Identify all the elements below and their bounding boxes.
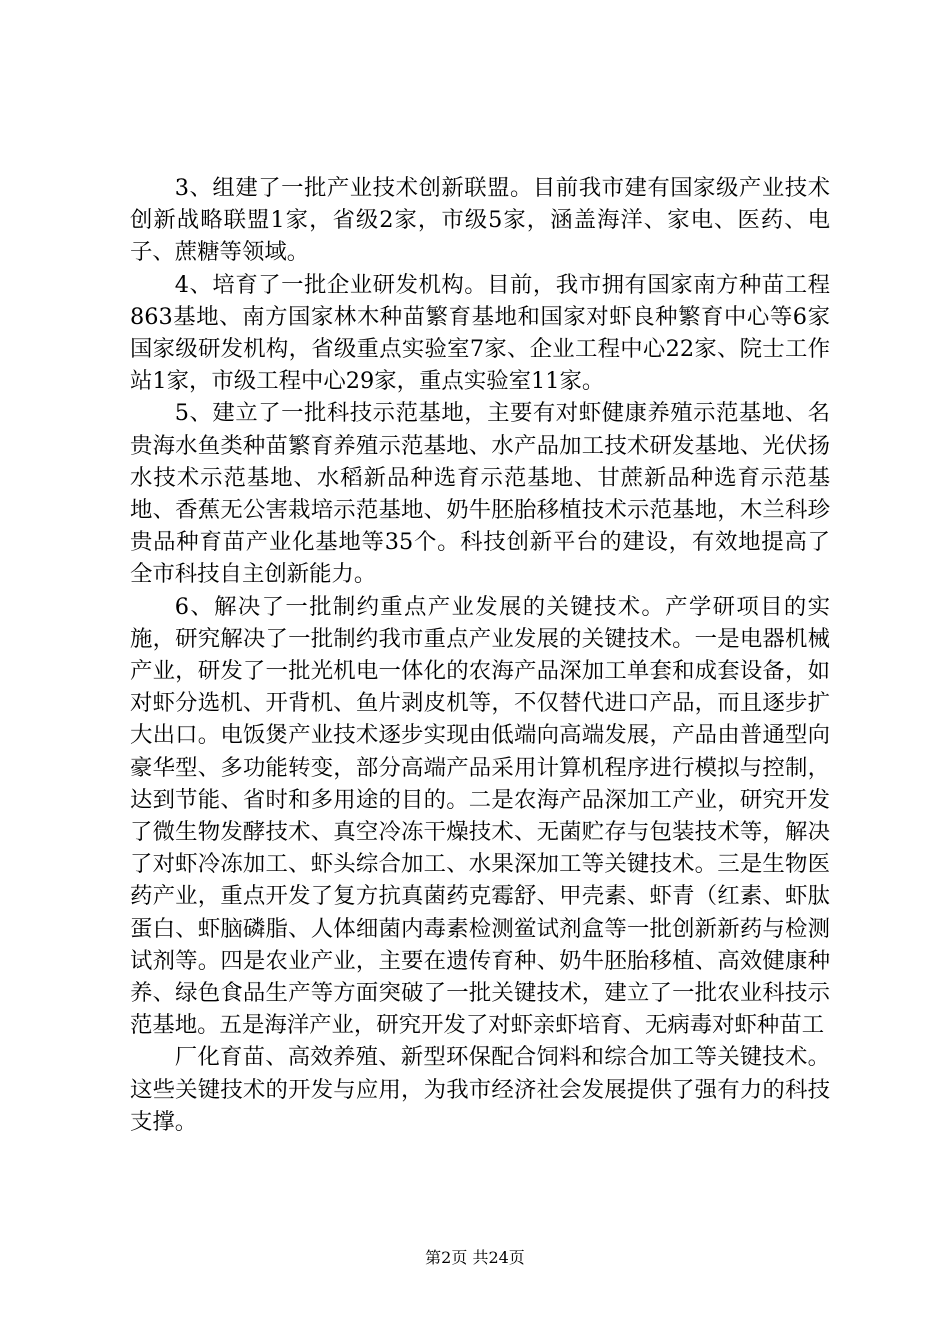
paragraph-3-industry-alliances: 3、组建了一批产业技术创新联盟。目前我市建有国家级产业技术创新战略联盟1家，省级2家，市级5家，涵盖海洋、家电、医药、电子、蔗糖等领域。 bbox=[130, 175, 830, 266]
paragraph-6-key-technologies: 6、解决了一批制约重点产业发展的关键技术。产学研项目的实施，研究解决了一批制约我市重点产业发展的关键技术。一是电器机械产业，研发了一批光机电一体化的农海产品深加工单套和成套设备，如对虾分选机、开背机、鱼片剥皮机等，不仅替代进口产品，而且逐步扩大出口。电饭煲产业技术逐步实现由低端向高端发展，产品由普通型向豪华型、多功能转变，部分高端产品采用计算机程序进行模拟与控制，达到节能、省时和多用途的目的。二是农海产品深加工产业，研究开发了微生物发酵技术、真空冷冻干燥技术、无菌贮存与包装技术等，解决了对虾冷冻加工、虾头综合加工、水果深加工等关键技术。三是生物医药产业，重点开发了复方抗真菌药克霉舒、甲壳素、虾青（红素、虾肽蛋白、虾脑磷脂、人体细菌内毒素检测鲎试剂盒等一批创新新药与检测试剂等。四是农业产业，主要在遗传育种、奶牛胚胎移植、高效健康种养、绿色食品生产等方面突破了一批关键技术，建立了一批农业科技示范基地。五是海洋产业，研究开发了对虾亲虾培育、无病毒对虾种苗工 bbox=[130, 593, 830, 1039]
page-number-footer: 第2页 共24页 bbox=[425, 1248, 525, 1267]
paragraph-continuation: 厂化育苗、高效养殖、新型环保配合饲料和综合加工等关键技术。这些关键技术的开发与应用，为我市经济社会发展提供了强有力的科技支撑。 bbox=[130, 1044, 830, 1135]
paragraph-5-demonstration-bases: 5、建立了一批科技示范基地，主要有对虾健康养殖示范基地、名贵海水鱼类种苗繁育养殖示范基地、水产品加工技术研发基地、光伏扬水技术示范基地、水稻新品种选育示范基地、甘蔗新品种选育示范基地、香蕉无公害栽培示范基地、奶牛胚胎移植技术示范基地，木兰科珍贵品种育苗产业化基地等35个。科技创新平台的建设，有效地提高了全市科技自主创新能力。 bbox=[130, 400, 830, 588]
paragraph-4-research-institutions: 4、培育了一批企业研发机构。目前，我市拥有国家南方种苗工程863基地、南方国家林木种苗繁育基地和国家对虾良种繁育中心等6家国家级研发机构，省级重点实验室7家、企业工程中心22家、院士工作站1家，市级工程中心29家，重点实验室11家。 bbox=[130, 271, 830, 395]
document-body bbox=[130, 172, 830, 1138]
